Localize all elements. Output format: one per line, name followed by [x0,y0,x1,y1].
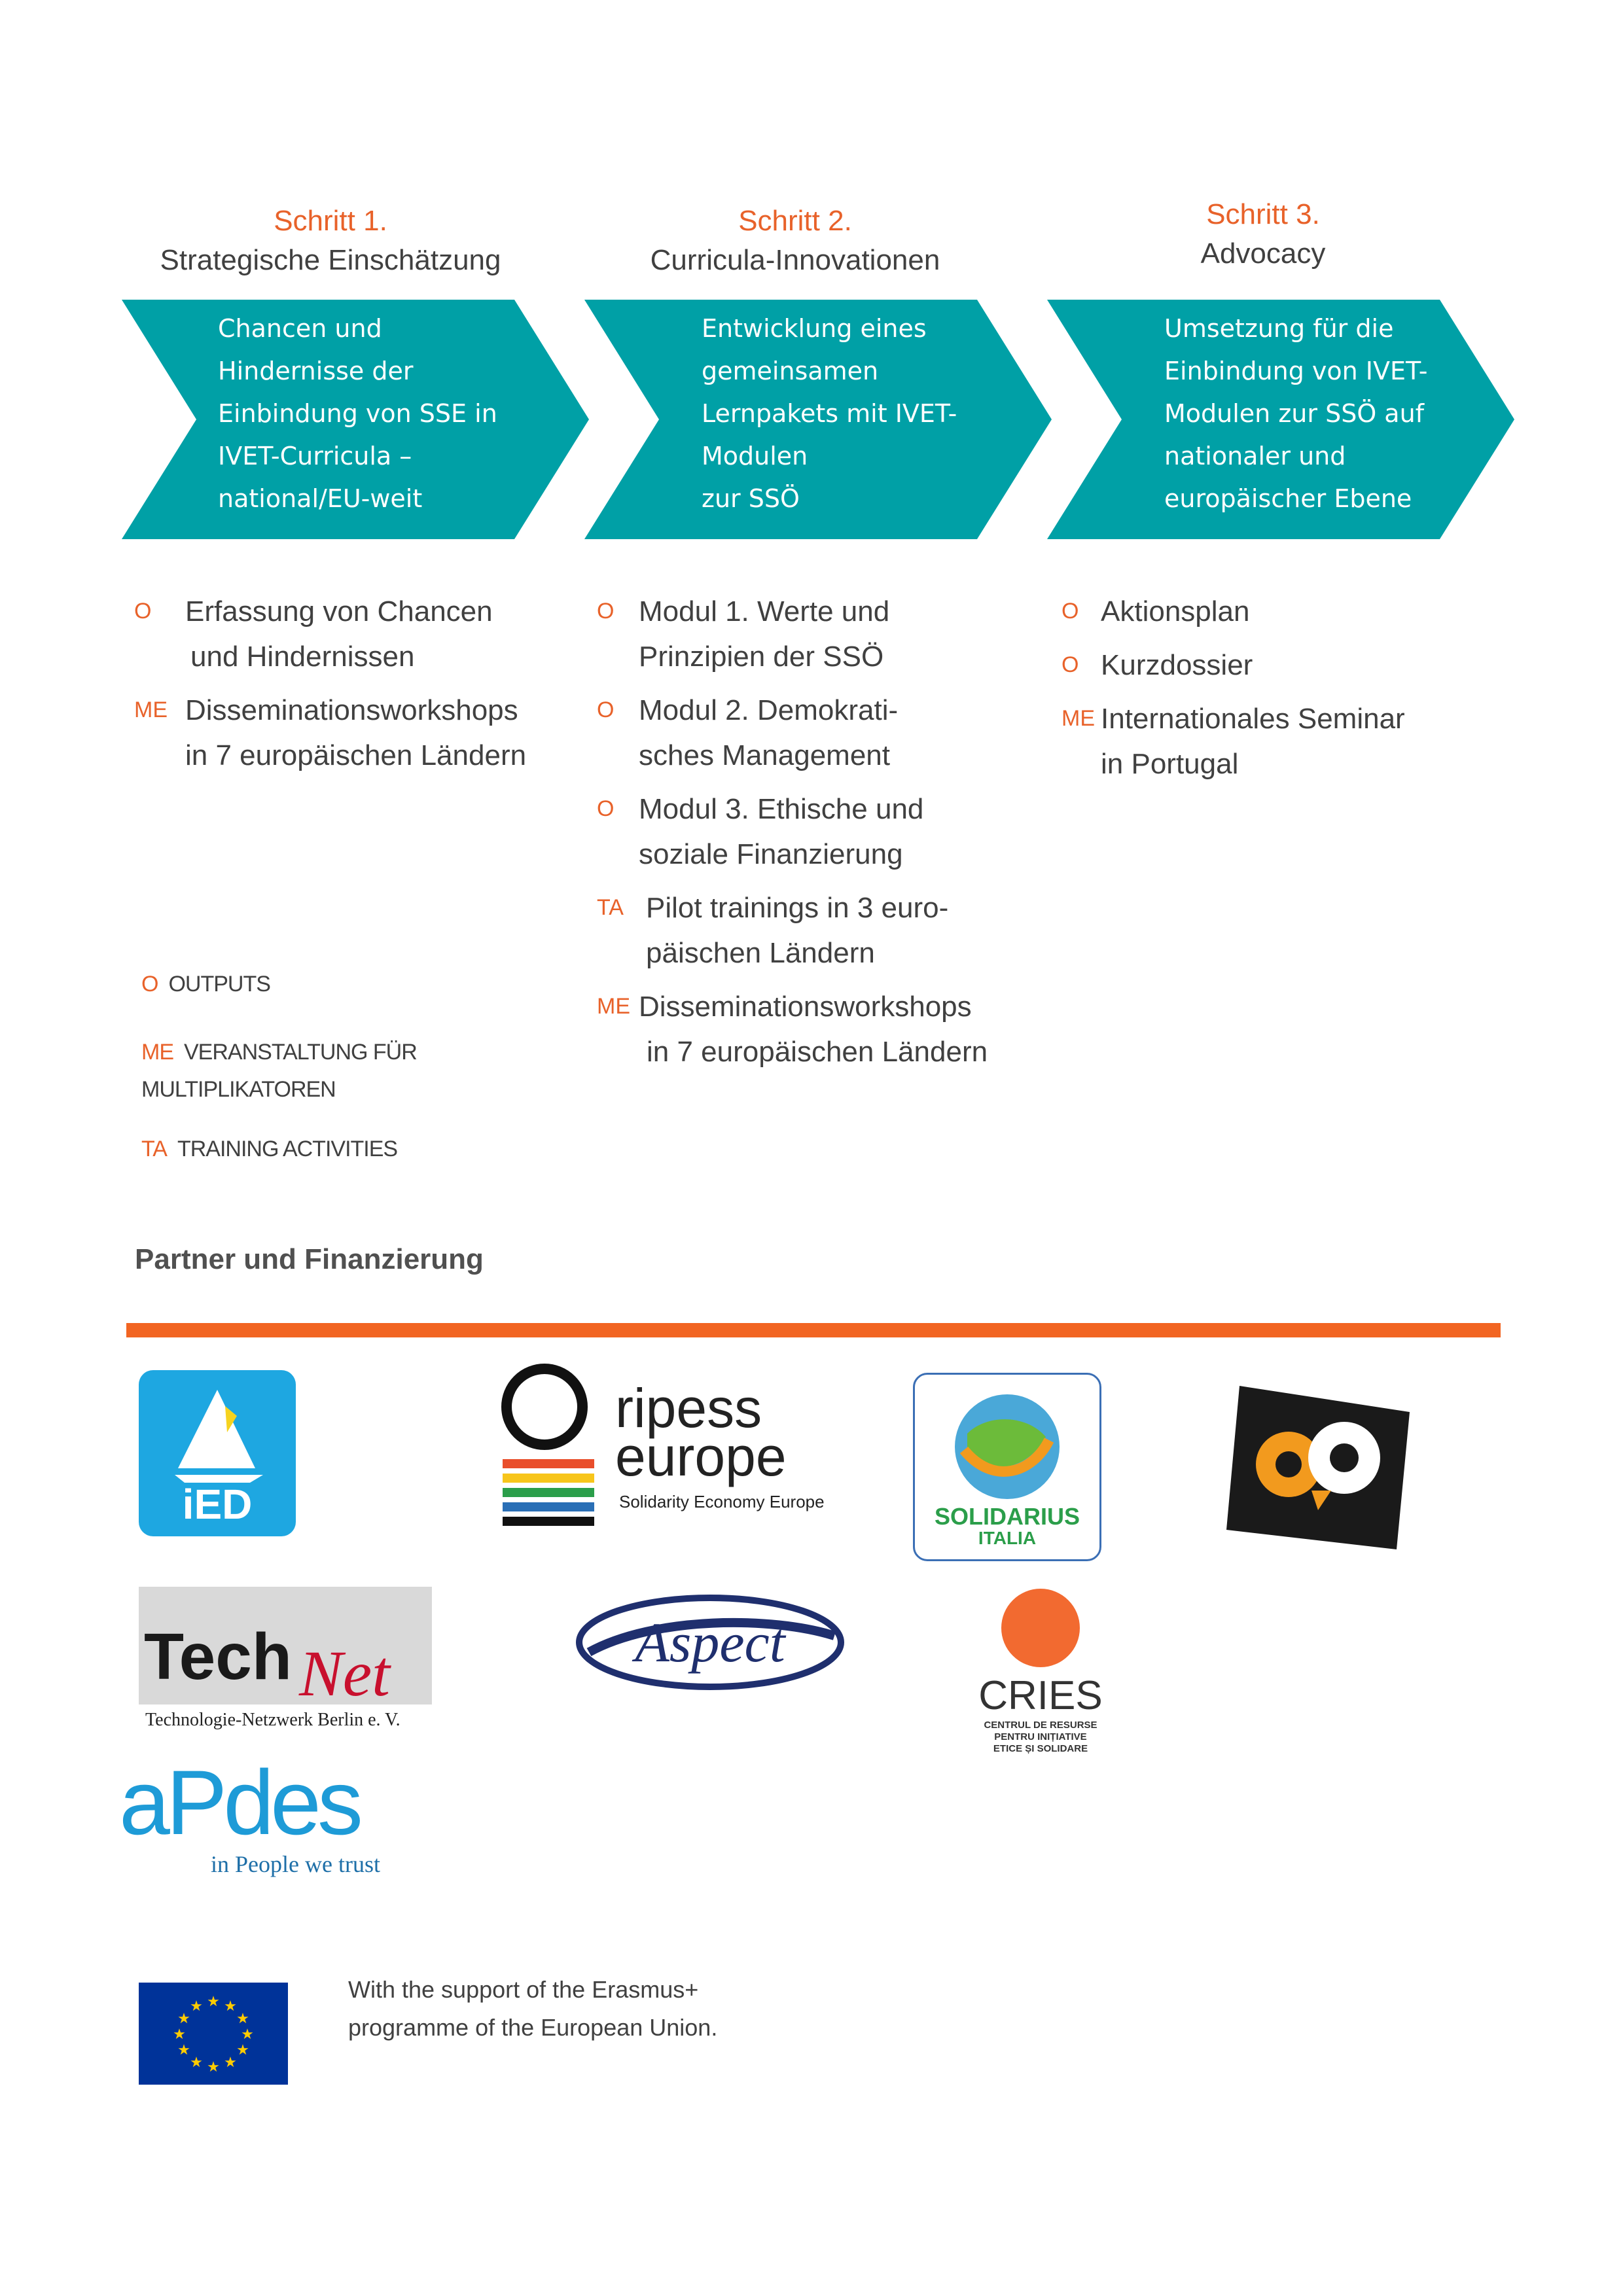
bullet-marker: ME [1061,706,1095,731]
step-title: Advocacy [1200,238,1326,270]
list-item: TA Pilot trainings in 3 euro- päischen Ländern [597,885,1055,976]
svg-text:★: ★ [177,2011,190,2027]
bullet-marker: O [134,599,152,624]
bullet-marker: ME [134,698,168,722]
apdes-logo: aPdes in People we trust [119,1751,380,1877]
list-item: O Modul 3. Ethische und soziale Finanzierung [597,786,1055,877]
ripess-logo: ripess europe Solidarity Economy Europe [497,1361,798,1544]
step-3-bullets [1061,589,1507,795]
bullet-marker: O [1061,652,1079,677]
legend-outputs: O OUTPUTS [141,972,270,997]
step-2-bullets [597,589,1055,1083]
section-title: Partner und Finanzierung [135,1243,484,1275]
svg-text:★: ★ [236,2042,249,2058]
legend-training: TA TRAINING ACTIVITIES [141,1137,398,1161]
svg-text:★: ★ [173,2026,186,2043]
bullet-marker: TA [597,895,624,920]
bullet-marker: O [1061,599,1079,624]
list-item: O Modul 2. Demokrati- sches Management [597,688,1055,778]
solidarius-logo: SOLIDARIUS ITALIA [913,1373,1101,1561]
svg-text:★: ★ [207,1994,220,2010]
support-text: With the support of the Erasmus+ programme of the European Union. [348,1976,718,2041]
bullet-marker: O [597,599,615,624]
step-number: Schritt 3. [1206,198,1320,230]
step-title: Curricula-Innovationen [650,244,940,276]
step-2-chevron-text: Entwicklung eines gemeinsamen Lernpakets mit IVET- Modulen zur SSÖ [702,314,957,513]
list-item: ME Disseminationsworkshops in 7 europäischen Ländern [597,984,1055,1074]
list-item: O Aktionsplan [1061,589,1507,634]
legend-events: ME VERANSTALTUNG FÜR MULTIPLIKATOREN [141,1040,417,1102]
owl-logo [1220,1373,1416,1557]
eu-flag-icon [139,1983,288,2085]
svg-text:★: ★ [224,2055,237,2071]
step-title: Strategische Einschätzung [160,244,501,276]
divider [126,1323,1501,1337]
technet-logo: Tech Net Technologie-Netzwerk Berlin e. V. [139,1587,432,1737]
list-item: O Modul 1. Werte und Prinzipien der SSÖ [597,589,1055,679]
svg-text:★: ★ [207,2059,220,2075]
ied-logo [139,1370,296,1536]
step-1-bullets [134,589,579,786]
ied-text: iED [182,1481,253,1528]
step-number: Schritt 2. [738,205,852,237]
svg-text:★: ★ [190,2055,203,2071]
step-3-header [1034,195,1492,274]
svg-text:★: ★ [177,2042,190,2058]
step-1-header [101,202,560,280]
bullet-marker: O [597,796,615,821]
bullet-marker: ME [597,994,630,1019]
list-item: ME Internationales Seminar in Portugal [1061,696,1507,786]
list-item: O Erfassung von Chancen und Hindernissen [134,589,579,679]
step-1-chevron-text: Chancen und Hindernisse der Einbindung von SSE in IVET-Curricula – national/EU-weit [218,314,497,513]
aspect-logo: Aspect [576,1590,844,1695]
bullet-marker: O [597,698,615,722]
list-item: O Kurzdossier [1061,643,1507,688]
cries-logo: CRIES CENTRUL DE RESURSE PENTRU INIȚIATIVE ETICE ȘI SOLIDARE [975,1589,1106,1765]
svg-text:★: ★ [236,2011,249,2027]
svg-text:★: ★ [224,1998,237,2015]
svg-text:★: ★ [241,2026,254,2043]
svg-text:★: ★ [190,1998,203,2015]
step-number: Schritt 1. [274,205,387,237]
step-2-header [566,202,1024,280]
list-item: ME Disseminationsworkshops in 7 europäischen Ländern [134,688,579,778]
step-3-chevron-text: Umsetzung für die Einbindung von IVET- Modulen zur SSÖ auf nationaler und europäischer Ebene [1164,314,1428,513]
